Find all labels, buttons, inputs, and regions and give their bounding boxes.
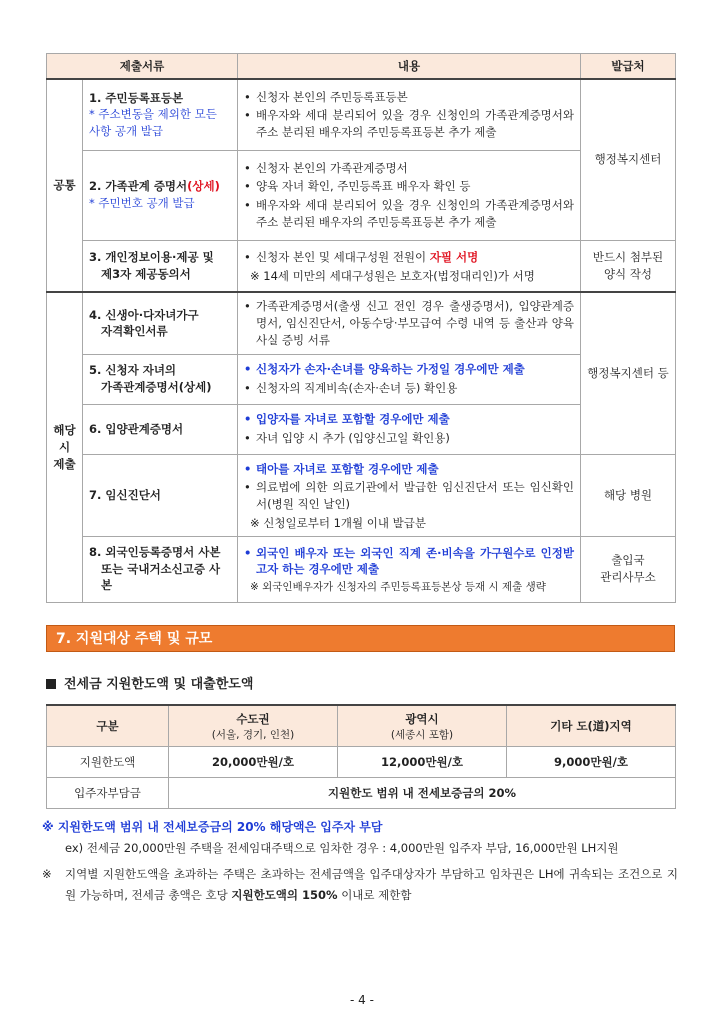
square-bullet-icon — [46, 679, 56, 689]
doc-name-line: 가족관계증명서(상세) — [101, 380, 212, 394]
list-item: • 배우자와 세대 분리되어 있을 경우 신청인의 가족관계증명서와 주소 분리된 배우자의 주민등록표등본 추가 제출 — [244, 197, 574, 230]
list-item: • 의료법에 의한 의료기관에서 발급한 임신진단서 또는 임신확인서(병원 직인 날인) — [244, 479, 574, 512]
doc-content — [238, 404, 581, 454]
bullet-emphasis: 자필 서명 — [429, 250, 479, 265]
doc-name-line: 4. 신생아·다자녀가구 — [89, 307, 199, 322]
table-row — [47, 747, 676, 778]
doc-remark: ※ 외국인배우자가 신청자의 주민등록표등본상 등재 시 제출 생략 — [250, 581, 546, 594]
doc-name-detail: (상세) — [187, 179, 220, 194]
note-excess-limit — [42, 864, 678, 907]
list-item: • 신청자 본인의 가족관계증명서 — [244, 160, 574, 177]
group-label-line: 해당 — [53, 423, 76, 438]
group-label-line: 제출 — [53, 456, 76, 471]
list-item: • 가족관계증명서(출생 신고 전인 경우 출생증명서), 입양관계증명서, 임신진단서, 아동수당·부모급여 수령 내역 등 출산과 양육 사실 증빙 서류 — [244, 298, 574, 348]
doc-title: 7. 임신진단서 — [83, 454, 238, 536]
doc-name-main: 2. 가족관계 증명서 — [89, 179, 188, 194]
issuer-immigration — [581, 536, 676, 602]
issuer-welfare-center: 행정복지센터 — [581, 79, 676, 240]
note-mark: ※ — [42, 867, 52, 881]
table-row — [47, 778, 676, 809]
limit-header-row — [47, 705, 676, 747]
page-number: - 4 - — [350, 993, 374, 1007]
header-other: 기타 도(道)지역 — [507, 705, 676, 747]
doc-note: * 주소변동을 제외한 모든 사항 공개 발급 — [89, 107, 217, 139]
issuer-line: 관리사무소 — [600, 570, 656, 584]
limit-value: 9,000만원/호 — [507, 747, 676, 778]
burden-value: 지원한도 범위 내 전세보증금의 20% — [169, 778, 676, 809]
list-item: • 신청자 본인의 주민등록표등본 — [244, 89, 574, 106]
group-common: 공통 — [47, 79, 83, 292]
note-text-bold: 지원한도액의 150% — [231, 888, 338, 903]
header-text: 광역시 — [405, 711, 439, 726]
row-label: 입주자부담금 — [47, 778, 169, 809]
header-metro — [338, 705, 507, 747]
header-issuer: 발급처 — [581, 54, 676, 80]
doc-name-line: 8. 외국인등록증명서 사본 — [89, 544, 221, 559]
list-item — [244, 249, 574, 266]
doc-name-line: 3. 개인정보이용·제공 및 — [89, 250, 214, 265]
list-item: • 태아를 자녀로 포함할 경우에만 제출 — [244, 461, 574, 478]
doc-title: 6. 입양관계증명서 — [83, 404, 238, 454]
table-row — [47, 79, 676, 150]
doc-content — [238, 354, 581, 404]
list-item: • 신청자의 직계비속(손자·손녀 등) 확인용 — [244, 380, 574, 397]
table-row — [47, 292, 676, 354]
list-item: • 입양자를 자녀로 포함할 경우에만 제출 — [244, 411, 574, 428]
doc-title — [83, 79, 238, 150]
row-label: 지원한도액 — [47, 747, 169, 778]
doc-title — [83, 354, 238, 404]
list-item: • 배우자와 세대 분리되어 있을 경우 신청인의 가족관계증명서와 주소 분리된 배우자의 주민등록표등본 추가 제출 — [244, 107, 574, 140]
header-subtext: (서울, 경기, 인천) — [211, 728, 295, 741]
issuer-hospital: 해당 병원 — [581, 454, 676, 536]
doc-name: 1. 주민등록표등본 — [89, 90, 184, 105]
issuer-attached-form: 반드시 첨부된 양식 작성 — [581, 240, 676, 292]
header-content: 내용 — [238, 54, 581, 80]
issuer-line: 출입국 — [611, 553, 645, 568]
doc-content — [238, 79, 581, 150]
doc-title — [83, 150, 238, 240]
section-title: 7. 지원대상 주택 및 규모 — [46, 625, 675, 652]
table-row — [47, 454, 676, 536]
group-applicable — [47, 292, 83, 602]
doc-name-line: 5. 신청자 자녀의 — [89, 363, 177, 378]
bullet-text: 신청자 본인 및 세대구성원 전원이 — [256, 250, 430, 265]
doc-note: * 주민번호 공개 발급 — [89, 196, 195, 210]
list-item: • 신청자가 손자·손녀를 양육하는 가정일 경우에만 제출 — [244, 361, 574, 378]
subsection-text: 전세금 지원한도액 및 대출한도액 — [64, 677, 254, 692]
header-capital — [169, 705, 338, 747]
doc-title — [83, 292, 238, 354]
doc-content — [238, 536, 581, 602]
header-documents: 제출서류 — [47, 54, 238, 80]
list-item: • 자녀 입양 시 추가 (입양신고일 확인용) — [244, 430, 574, 447]
support-limit-table — [46, 704, 676, 809]
doc-remark: ※ 14세 미만의 세대구성원은 보호자(법정대리인)가 서명 — [250, 268, 535, 283]
required-documents-table — [46, 53, 676, 603]
doc-name-line: 자격확인서류 — [101, 324, 168, 339]
subsection-title — [46, 673, 253, 692]
doc-content — [238, 150, 581, 240]
note-text-post: 이내로 제한함 — [337, 888, 412, 903]
doc-name — [89, 178, 231, 195]
issuer-welfare-center-etc: 행정복지센터 등 — [581, 292, 676, 454]
list-item: • 양육 자녀 확인, 주민등록표 배우자 확인 등 — [244, 178, 574, 195]
doc-content — [238, 454, 581, 536]
header-category: 구분 — [47, 705, 169, 747]
list-item: • 외국인 배우자 또는 외국인 직계 존·비속을 가구원수로 인정받고자 하는 경우에만 제출 — [244, 545, 574, 578]
limit-value: 20,000만원/호 — [169, 747, 338, 778]
note-tenant-burden: ※ 지원한도액 범위 내 전세보증금의 20% 해당액은 입주자 부담 — [42, 820, 383, 834]
header-text: 수도권 — [236, 711, 270, 726]
doc-name-line: 제3자 제공동의서 — [101, 266, 191, 281]
group-label-line: 시 — [58, 439, 71, 454]
doc-title — [83, 536, 238, 602]
doc-content — [238, 292, 581, 354]
doc-remark: ※ 신청일로부터 1개월 이내 발급분 — [250, 515, 426, 530]
limit-value: 12,000만원/호 — [338, 747, 507, 778]
table-row — [47, 240, 676, 292]
note-text — [65, 864, 678, 907]
doc-title — [83, 240, 238, 292]
header-subtext: (세종시 포함) — [390, 728, 454, 741]
table-row — [47, 536, 676, 602]
note-text-pre: 지역별 지원한도액을 초과하는 주택은 초과하는 전세금액을 입주대상자가 부담하고 임차권은 LH에 귀속되는 조건으로 지원 가능하며, 전세금 총액은 호당 — [65, 867, 678, 903]
note-example: ex) 전세금 20,000만원 주택을 전세임대주택으로 임차한 경우 : 4,000만원 입주자 부담, 16,000만원 LH지원 — [65, 841, 619, 855]
doc-name-line: 또는 국내거소신고증 사본 — [101, 561, 221, 593]
docs-header-row — [47, 54, 676, 80]
doc-content — [238, 240, 581, 292]
